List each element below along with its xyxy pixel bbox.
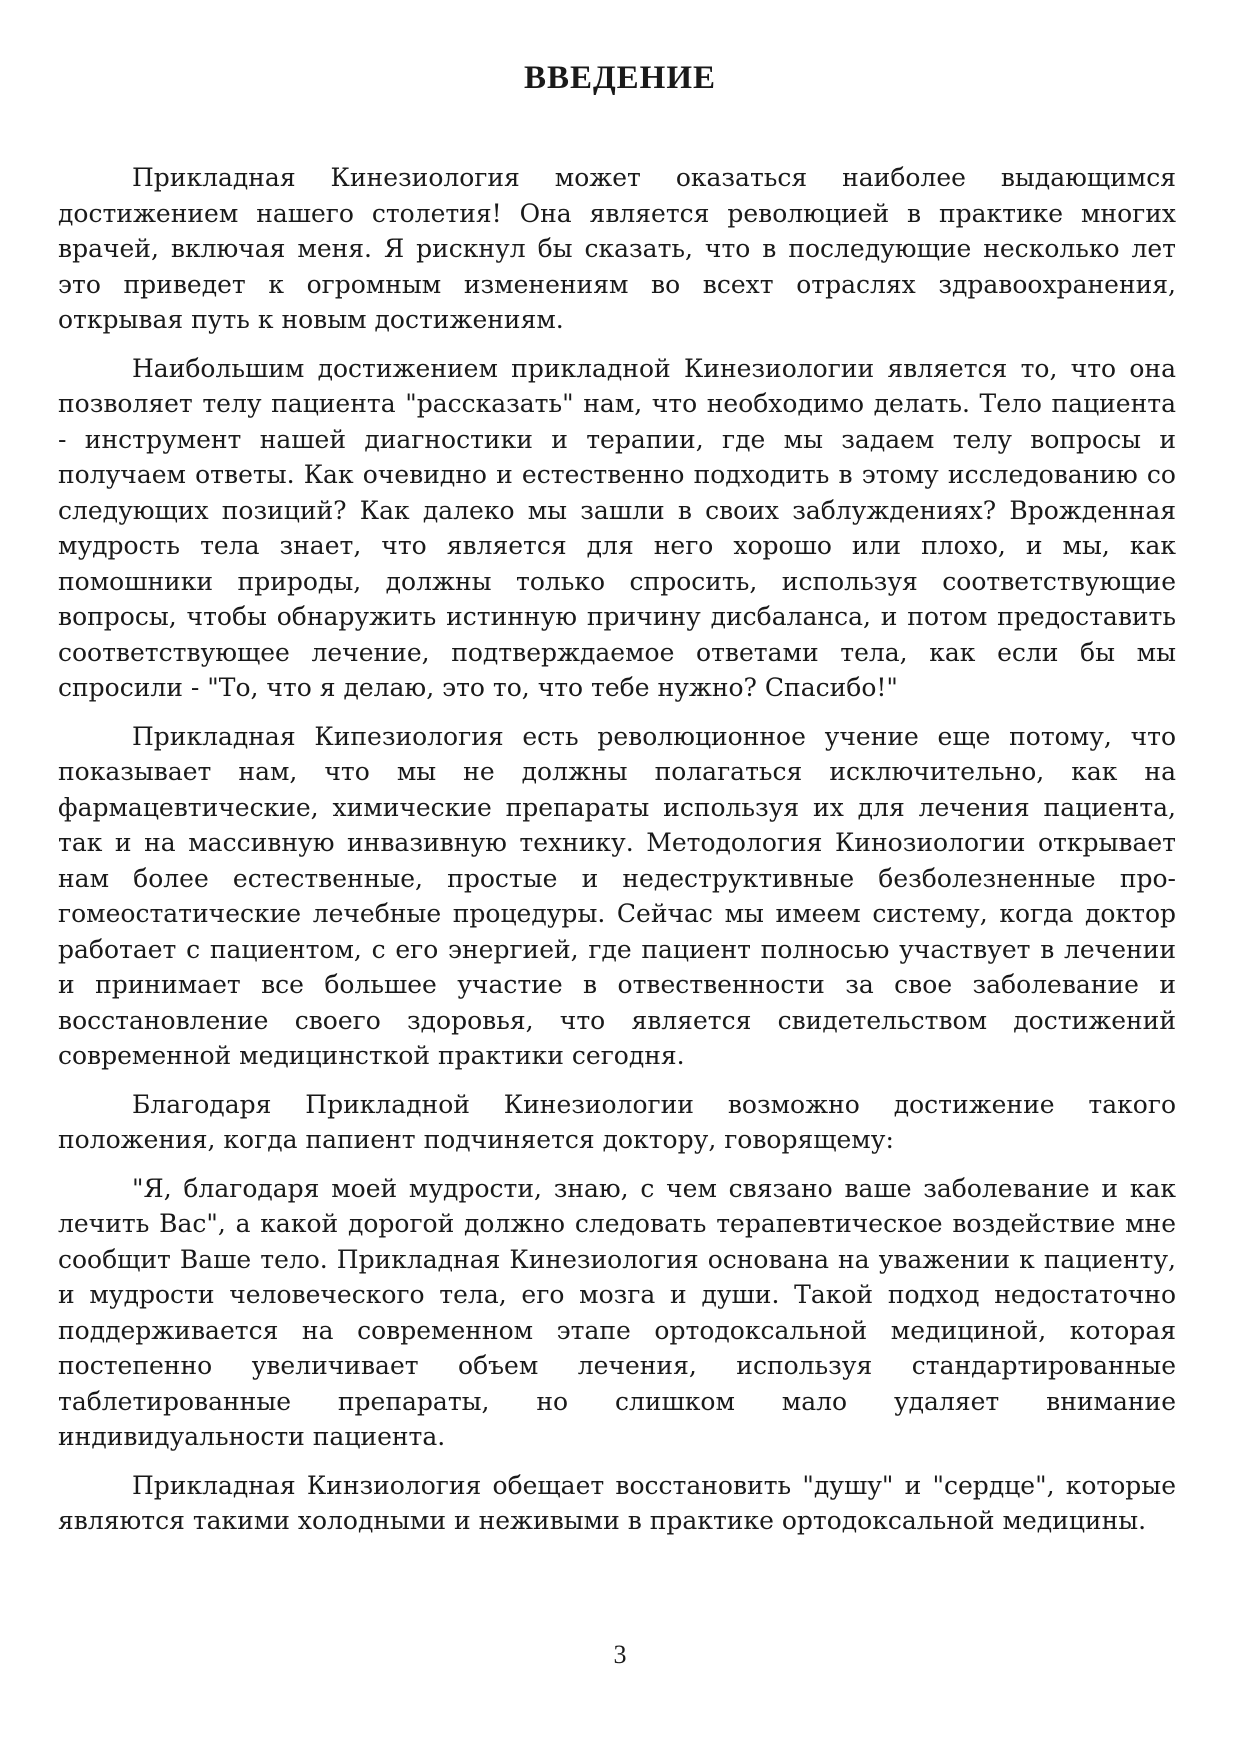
body-text [58,160,1176,1552]
paragraph-6: Прикладная Кинзиология обещает восстановить "душу" и "сердце", которые являются такими холодными и неживыми в практике ортодоксальной медицины. [58,1470,1176,1535]
paragraph-5: "Я, благодаря моей мудрости, знаю, с чем связано ваше заболевание и как лечить Вас", а какой дорогой должно следовать терапевтическое воздействие мне сообщит Ваше тело. Прикладная Кинезиология основана на уважении к пациенту, и мудрости человеческого тела, его мозга и души. Такой подход недостаточно поддерживается на современном этапе ортодоксальной медициной, которая постепенно увеличивает объем лечения, используя стандартированные таблетированные препараты, но слишком мало удаляет внимание индивидуальности пациента. [58,1173,1176,1451]
page-title: ВВЕДЕНИЕ [523,60,717,96]
page-number: 3 [613,1640,627,1669]
paragraph-3: Прикладная Кипезиология есть революционное учение еще потому, что показывает нам, что мы не должны полагаться исключительно, как на фармацевтические, химические препараты используя их для лечения пациента, так и на массивную инвазивную технику. Методология Кинозиологии открывает нам более естественные, простые и недеструктивные безболезненные про-гомеостатические лечебные процедуры. Сейчас мы имеем систему, когда доктор работает с пациентом, с его энергией, где пациент полносью участвует в лечении и принимает все большее участие в отвественности за свое заболевание и восстановление своего здоровья, что является свидетельством достижений современной медицинсткой практики сегодня. [58,721,1176,1070]
paragraph-1: Прикладная Кинезиология может оказаться наиболее выдающимся достижением нашего столетия! Она является революцией в практике многих врачей, включая меня. Я рискнул бы сказать, что в последующие несколько лет это приведет к огромным изменениям во всехт отраслях здравоохранения, открывая путь к новым достижениям. [58,163,1176,334]
paragraph-4: Благодаря Прикладной Кинезиологии возможно достижение такого положения, когда папиент подчиняется доктору, говорящему: [58,1089,1176,1154]
paragraph-2: Наибольшим достижением прикладной Кинезиологии является то, что она позволяет телу пациента "рассказать" нам, что необходимо делать. Тело пациента - инструмент нашей диагностики и терапии, где мы задаем телу вопросы и получаем ответы. Как очевидно и естественно подходить в этому исследованию со следующих позиций? Как далеко мы зашли в своих заблуждениях? Врожденная мудрость тела знает, что является для него хорошо или плохо, и мы, как помошники природы, должны только спросить, используя соответствующие вопросы, чтобы обнаружить истинную причину дисбаланса, и потом предоставить соответствующее лечение, подтверждаемое ответами тела, как если бы мы спросили - "То, что я делаю, это то, что тебе нужно? Спасибо!" [58,353,1176,702]
